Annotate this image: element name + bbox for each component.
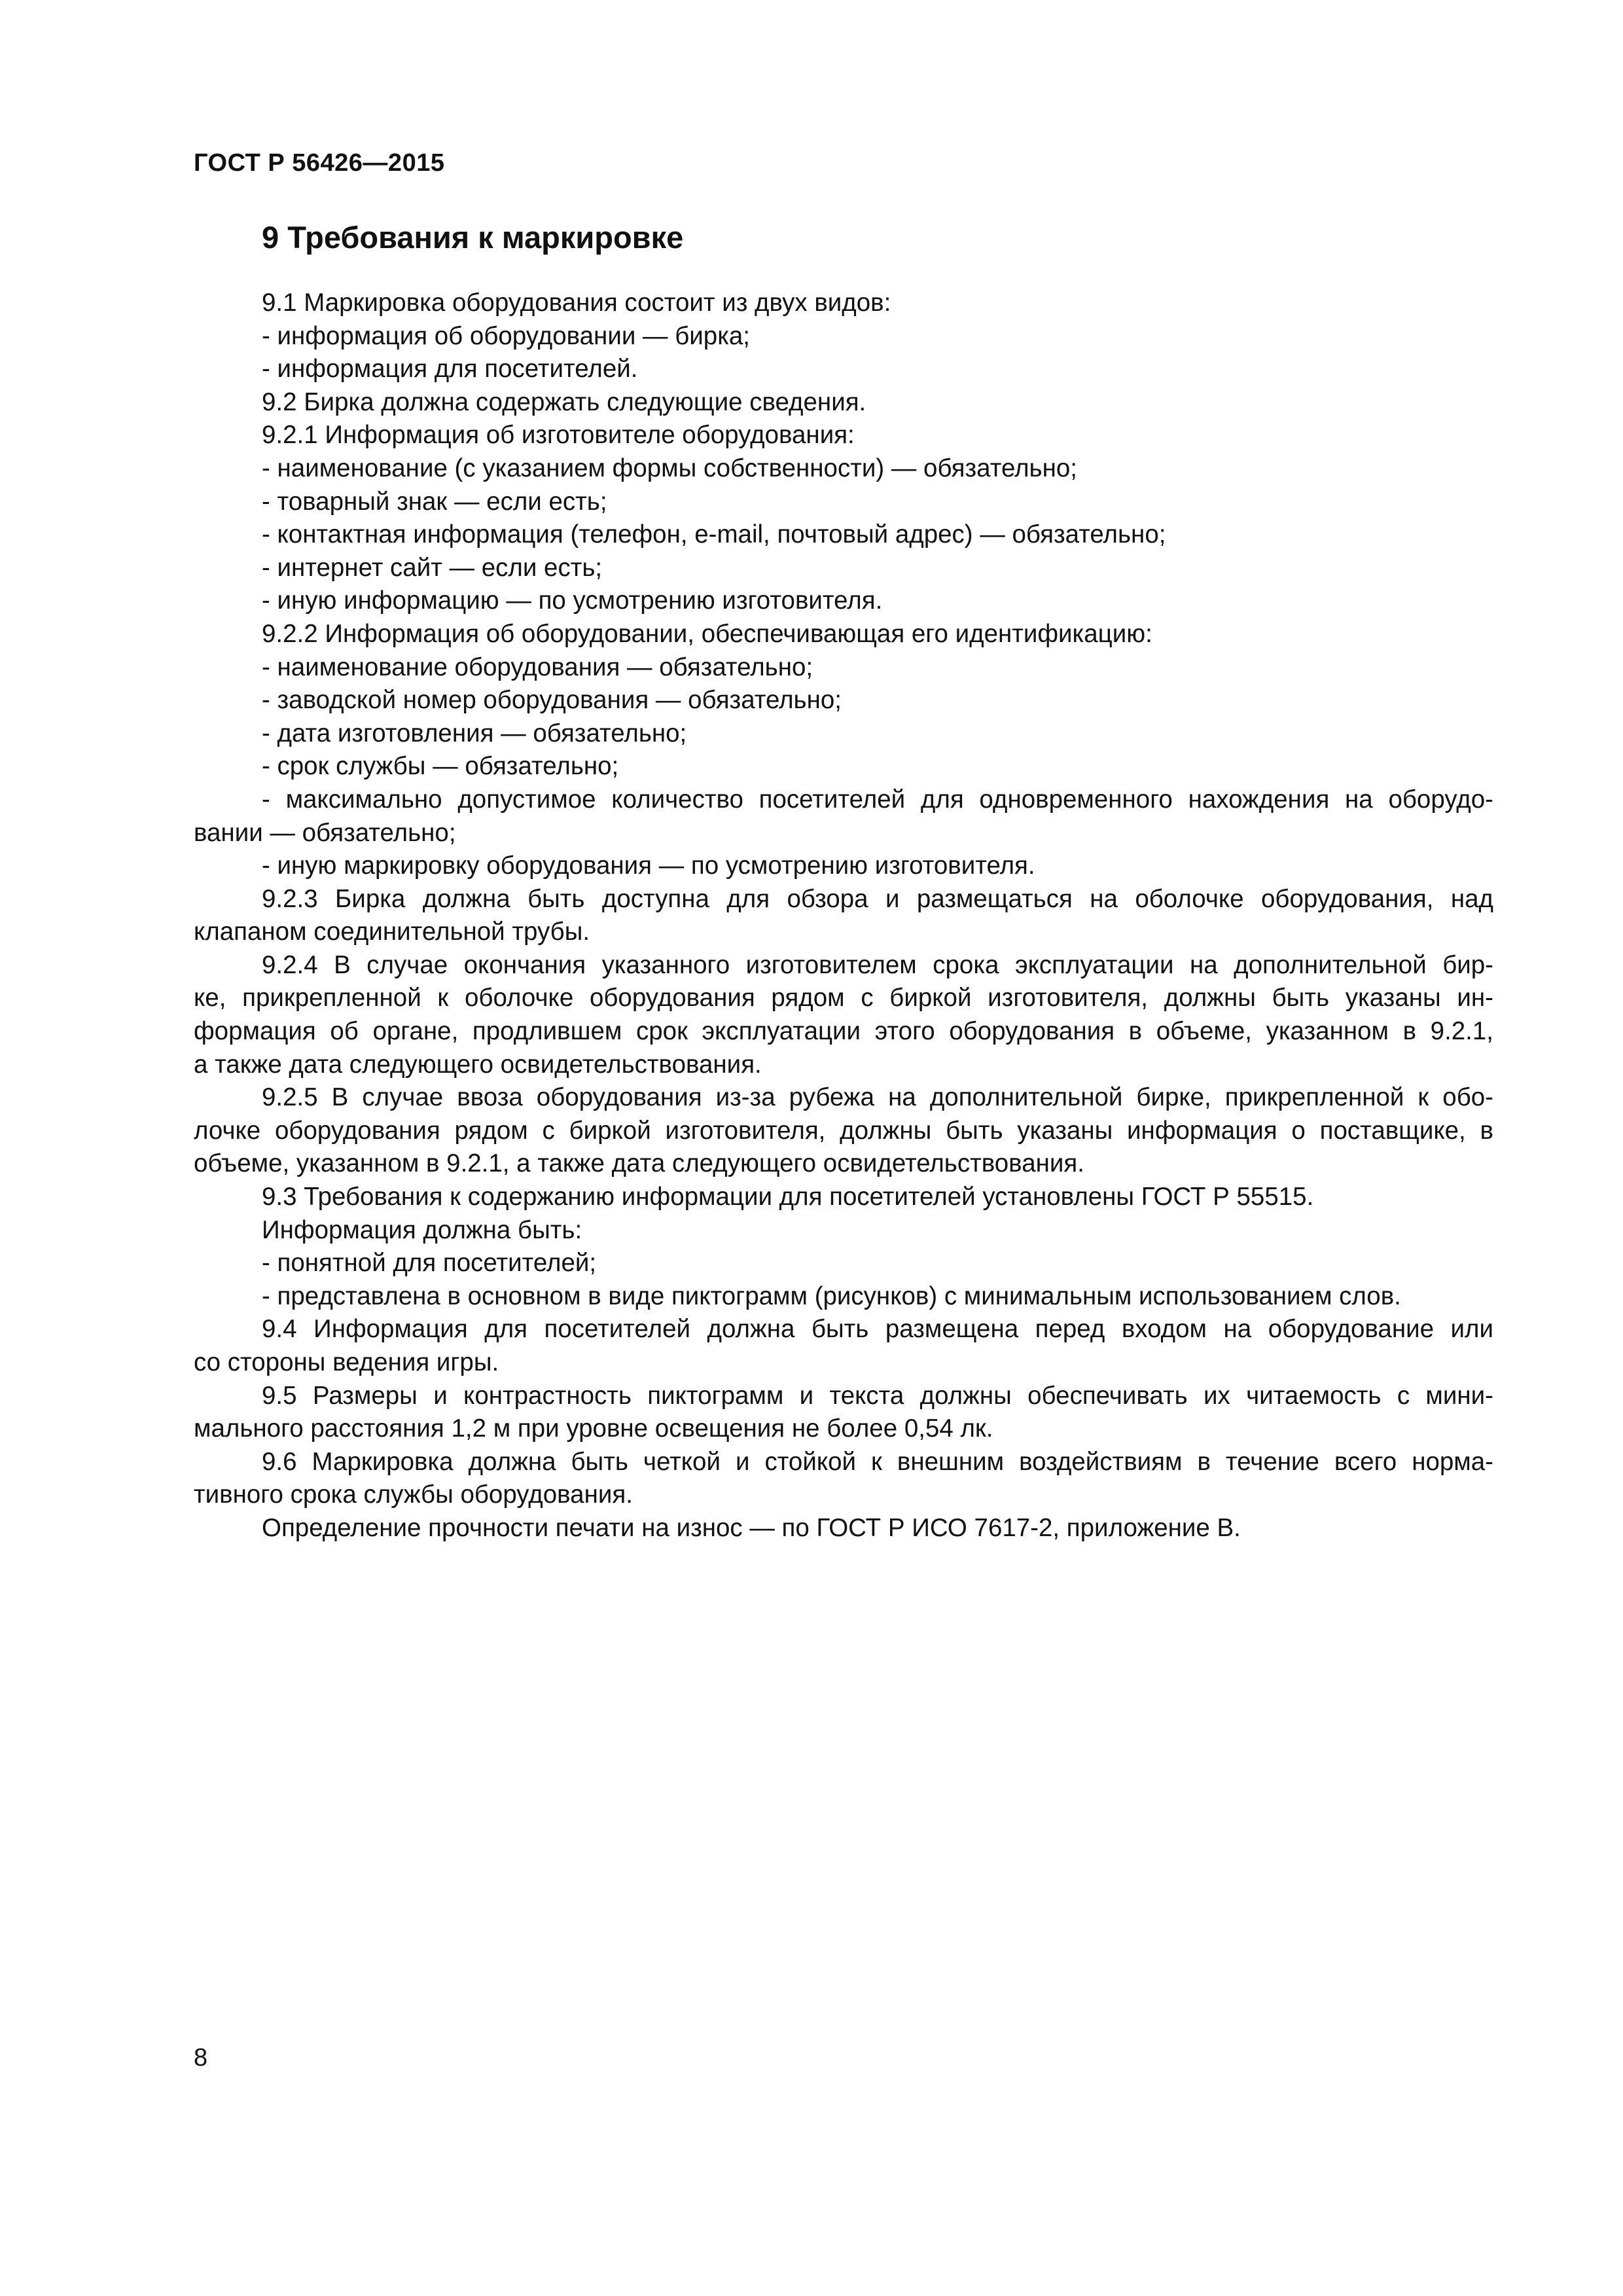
text-line: 9.2 Бирка должна содержать следующие сведения. bbox=[262, 387, 866, 416]
text-line: 9.2.1 Информация об изготовителе оборудования: bbox=[262, 421, 855, 450]
text-line: Информация должна быть: bbox=[262, 1215, 582, 1244]
text-line: - контактная информация (телефон, e-mail, почтовый адрес) — обязательно; bbox=[262, 520, 1166, 549]
text-line: - информация об оборудовании — бирка; bbox=[262, 321, 750, 350]
text-line: - понятной для посетителей; bbox=[262, 1249, 597, 1278]
text-line: а также дата следующего освидетельствования. bbox=[194, 1050, 762, 1079]
text-line: тивного срока службы оборудования. bbox=[194, 1480, 633, 1509]
text-line: формация об органе, продлившем срок эксплуатации этого оборудования в объеме, указанном в 9.2.1, bbox=[194, 1017, 1493, 1046]
text-line: - представлена в основном в виде пиктограмм (рисунков) с минимальным использованием слов. bbox=[262, 1282, 1401, 1310]
document-designation: ГОСТ Р 56426—2015 bbox=[194, 149, 445, 177]
text-line: Определение прочности печати на износ — по ГОСТ Р ИСО 7617-2, приложение В. bbox=[262, 1513, 1241, 1542]
text-line: 9.2.4 В случае окончания указанного изготовителем срока эксплуатации на дополнительной бир- bbox=[262, 950, 1493, 979]
text-line: - информация для посетителей. bbox=[262, 355, 638, 384]
text-line: вании — обязательно; bbox=[194, 818, 456, 847]
text-line: 9.2.2 Информация об оборудовании, обеспечивающая его идентификацию: bbox=[262, 619, 1152, 648]
text-line: 9.2.3 Бирка должна быть доступна для обзора и размещаться на оболочке оборудования, над bbox=[262, 884, 1493, 913]
text-line: - интернет сайт — если есть; bbox=[262, 553, 603, 582]
section-title: 9 Требования к маркировке bbox=[262, 220, 684, 255]
text-line: мального расстояния 1,2 м при уровне освещения не более 0,54 лк. bbox=[194, 1414, 993, 1443]
text-line: 9.1 Маркировка оборудования состоит из двух видов: bbox=[262, 289, 891, 317]
text-line: - максимально допустимое количество посетителей для одновременного нахождения на оборудо- bbox=[262, 785, 1493, 814]
page-number: 8 bbox=[194, 2044, 208, 2072]
text-line: 9.4 Информация для посетителей должна быть размещена перед входом на оборудование или bbox=[262, 1315, 1493, 1344]
text-line: ке, прикрепленной к оболочке оборудования рядом с биркой изготовителя, должны быть указаны ин- bbox=[194, 984, 1493, 1013]
text-line: 9.6 Маркировка должна быть четкой и стойкой к внешним воздействиям в течение всего норма- bbox=[262, 1447, 1493, 1476]
text-line: клапаном соединительной трубы. bbox=[194, 918, 590, 946]
section-body bbox=[194, 287, 1493, 1545]
text-line: - срок службы — обязательно; bbox=[262, 752, 619, 781]
text-line: - иную маркировку оборудования — по усмотрению изготовителя. bbox=[262, 852, 1035, 880]
text-line: со стороны ведения игры. bbox=[194, 1348, 499, 1376]
text-line: лочке оборудования рядом с биркой изготовителя, должны быть указаны информация о поставщике, в bbox=[194, 1116, 1493, 1145]
text-line: 9.2.5 В случае ввоза оборудования из-за рубежа на дополнительной бирке, прикрепленной к обо- bbox=[262, 1083, 1493, 1112]
text-line: - наименование (с указанием формы собственности) — обязательно; bbox=[262, 454, 1077, 482]
text-line: - иную информацию — по усмотрению изготовителя. bbox=[262, 586, 883, 615]
text-line: объеме, указанном в 9.2.1, а также дата следующего освидетельствования. bbox=[194, 1149, 1084, 1178]
text-line: 9.5 Размеры и контрастность пиктограмм и текста должны обеспечивать их читаемость с мини- bbox=[262, 1381, 1493, 1410]
text-line: 9.3 Требования к содержанию информации для посетителей установлены ГОСТ Р 55515. bbox=[262, 1183, 1314, 1211]
text-line: - дата изготовления — обязательно; bbox=[262, 719, 687, 747]
text-line: - заводской номер оборудования — обязательно; bbox=[262, 686, 842, 715]
text-line: - наименование оборудования — обязательно; bbox=[262, 653, 813, 681]
text-line: - товарный знак — если есть; bbox=[262, 487, 607, 516]
